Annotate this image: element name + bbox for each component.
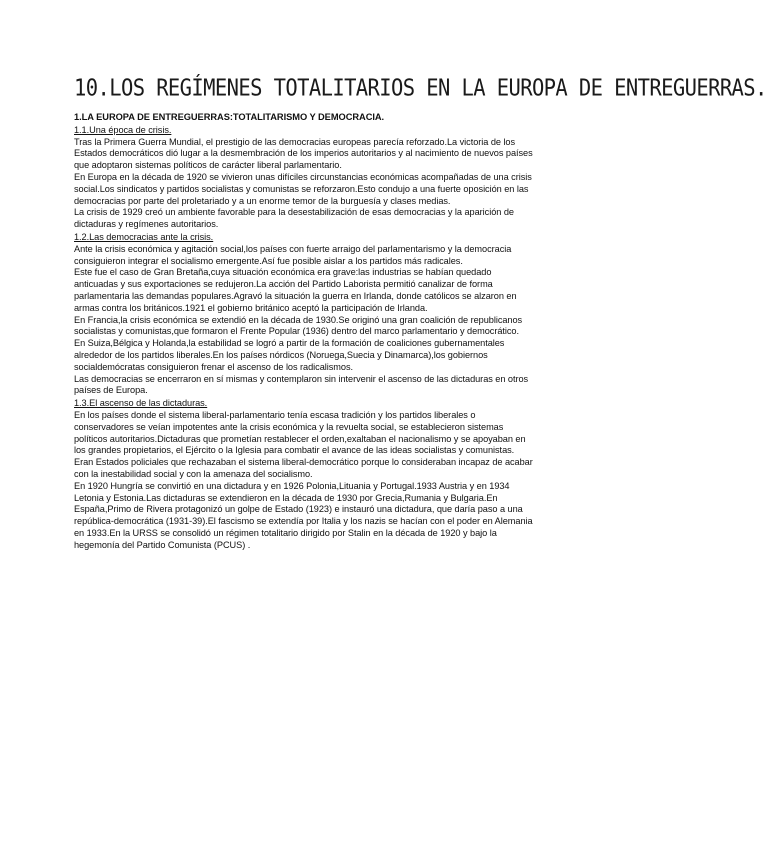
page-title: 10.LOS REGÍMENES TOTALITARIOS EN LA EUROPA DE ENTREGUERRAS. (74, 74, 767, 101)
paragraph: En Francia,la crisis económica se extendió en la década de 1930.Se originó una gran coalición de republicanos socialistas y comunistas,que formaron el Frente Popular (1936) dentro del marco parlamentario y democrático. (74, 314, 523, 337)
paragraph: Tras la Primera Guerra Mundial, el prestigio de las democracias europeas parecía reforzado.La victoria de los Estados democráticos dió lugar a la desmembración de los imperios autoritarios y al nacimiento de nuevos países que adoptaron sistemas políticos de carácter liberal parlamentario. (74, 136, 533, 171)
paragraph: En Europa en la década de 1920 se vivieron unas difíciles circunstancias económicas acompañadas de una crisis social.Los sindicatos y partidos socialistas y comunistas se reforzaron.Esto condujo a una fuerte oposición en las democracias por parte del proletariado y a un enorme temor de la burguesía y clases medias. (74, 171, 532, 206)
paragraph: En los países donde el sistema liberal-parlamentario tenía escasa tradición y los partidos liberales o conservadores se veían impotentes ante la crisis económica y la revuelta social, se establecieron sistemas políticos autoritarios.Dictaduras que prometían restablecer el orden,exaltaban el nacionalismo y se apoyaban en los grandes propietarios, el Ejército o la Iglesia para combatir el avance de las ideas socialistas y comunistas. Eran Estados policiales que rechazaban el sistema liberal-democrático porque lo consideraban incapaz de acabar con la inestabilidad social y con la amenaza del socialismo. (74, 409, 533, 479)
paragraph: Este fue el caso de Gran Bretaña,cuya situación económica era grave:las industrias se habían quedado anticuadas y sus exportaciones se redujeron.La acción del Partido Laborista permitió canalizar de forma parlamentaria las demandas populares.Agravó la situación la guerra en Irlanda, donde católicos se alzaron en armas contra los británicos.1921 el gobierno británico aceptó la participación de Irlanda. (74, 267, 517, 313)
paragraph: La crisis de 1929 creó un ambiente favorable para la desestabilización de esas democracias y la aparición de dictaduras y regímenes autoritarios. (74, 207, 514, 230)
paragraph: En 1920 Hungría se convirtió en una dictadura y en 1926 Polonia,Lituania y Portugal.1933 Austria y en 1934 Letonia y Estonia.Las dictaduras se extendieron en la década de 1930 por Grecia,Rumania y Bulgaria.En España,Primo de Rivera protagonizó un golpe de Estado (1923) e instauró una dictadura, que daría paso a una república-democrática (1931-39).El fascismo se extendía por Italia y los nazis se hacían con el poder en Alemania en 1933.En la URSS se consolidó un régimen totalitario dirigido por Stalin en la década de 1920 y bajo la hegemonía del Partido Comunista (PCUS) . (74, 480, 533, 550)
section-heading-crisis: 1.1.Una época de crisis. (74, 124, 172, 135)
document-body (74, 112, 534, 551)
section-heading-dictaduras: 1.3.El ascenso de las dictaduras. (74, 398, 208, 409)
section-heading-democracias: 1.2.Las democracias ante la crisis. (74, 231, 214, 242)
paragraph: Ante la crisis económica y agitación social,los países con fuerte arraigo del parlamentarismo y la democracia consiguieron integrar el socialismo emergente.Así fue posible aislar a los partidos más radicales. (74, 243, 512, 266)
paragraph: En Suiza,Bélgica y Holanda,la estabilidad se logró a partir de la formación de coaliciones gubernamentales alrededor de los partidos liberales.En los países nórdicos (Noruega,Suecia y Dinamarca),los gobiernos socialdemócratas consiguieron frenar el ascenso de los radicalismos. (74, 338, 505, 372)
main-heading: 1.LA EUROPA DE ENTREGUERRAS:TOTALITARISMO Y DEMOCRACIA. (74, 112, 385, 122)
paragraph: Las democracias se encerraron en sí mismas y contemplaron sin intervenir el ascenso de las dictaduras en otros países de Europa. (74, 373, 529, 396)
